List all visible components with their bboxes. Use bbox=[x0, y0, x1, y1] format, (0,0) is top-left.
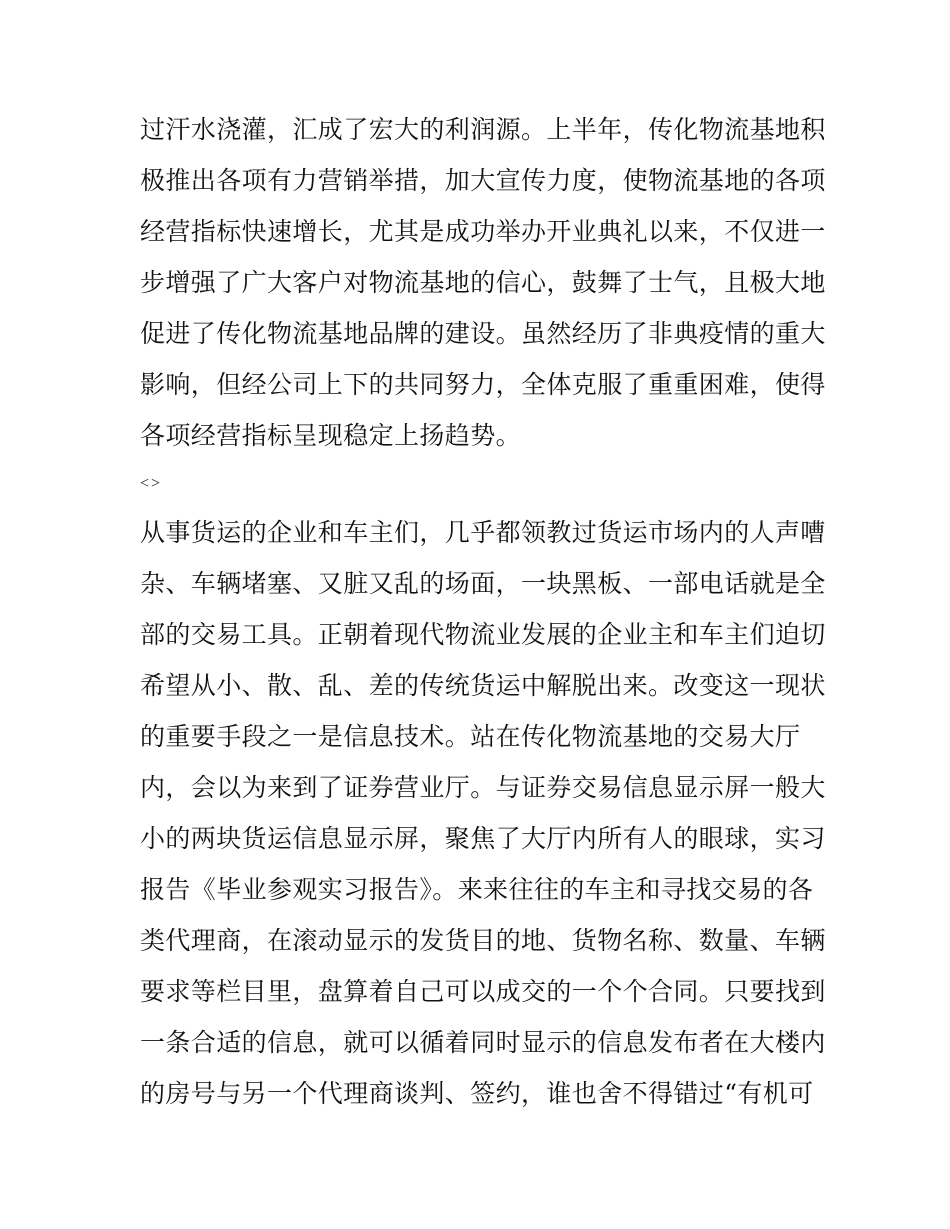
text-line: 经营指标快速增长，尤其是成功举办开业典礼以来，不仅进一 bbox=[140, 217, 826, 246]
text-line: 的重要手段之一是信息技术。站在传化物流基地的交易大厅 bbox=[140, 722, 801, 751]
paragraph-2 bbox=[140, 507, 826, 1119]
text-line: 步增强了广大客户对物流基地的信心，鼓舞了士气，且极大地 bbox=[140, 268, 826, 297]
text-line: 一条合适的信息，就可以循着同时显示的信息发布者在大楼内 bbox=[140, 1028, 826, 1057]
text-line: 从事货运的企业和车主们，几乎都领教过货运市场内的人声嘈 bbox=[140, 518, 826, 547]
text-line: 类代理商，在滚动显示的发货目的地、货物名称、数量、车辆 bbox=[140, 926, 826, 955]
section-separator: <> bbox=[140, 475, 163, 492]
text-line: 过汗水浇灌，汇成了宏大的利润源。上半年，传化物流基地积 bbox=[140, 115, 826, 144]
text-line: 部的交易工具。正朝着现代物流业发展的企业主和车主们迫切 bbox=[140, 620, 826, 649]
paragraph-1 bbox=[140, 104, 826, 461]
text-line: 影响，但经公司上下的共同努力，全体克服了重重困难，使得 bbox=[140, 370, 826, 399]
text-line: 杂、车辆堵塞、又脏又乱的场面，一块黑板、一部电话就是全 bbox=[140, 569, 826, 598]
text-line: 促进了传化物流基地品牌的建设。虽然经历了非典疫情的重大 bbox=[140, 319, 826, 348]
document-page bbox=[140, 104, 826, 1119]
text-line: 内，会以为来到了证券营业厅。与证券交易信息显示屏一般大 bbox=[140, 773, 826, 802]
text-line: 极推出各项有力营销举措，加大宣传力度，使物流基地的各项 bbox=[140, 166, 826, 195]
text-line: 的房号与另一个代理商谈判、签约，谁也舍不得错过“有机可 bbox=[140, 1079, 814, 1108]
text-line: 小的两块货运信息显示屏，聚焦了大厅内所有人的眼球，实习 bbox=[140, 824, 826, 853]
text-line: 各项经营指标呈现稳定上扬趋势。 bbox=[140, 421, 522, 450]
text-line: 报告《毕业参观实习报告》。来来往往的车主和寻找交易的各 bbox=[140, 875, 814, 904]
text-line: 希望从小、散、乱、差的传统货运中解脱出来。改变这一现状 bbox=[140, 671, 826, 700]
text-line: 要求等栏目里，盘算着自己可以成交的一个个合同。只要找到 bbox=[140, 977, 826, 1006]
